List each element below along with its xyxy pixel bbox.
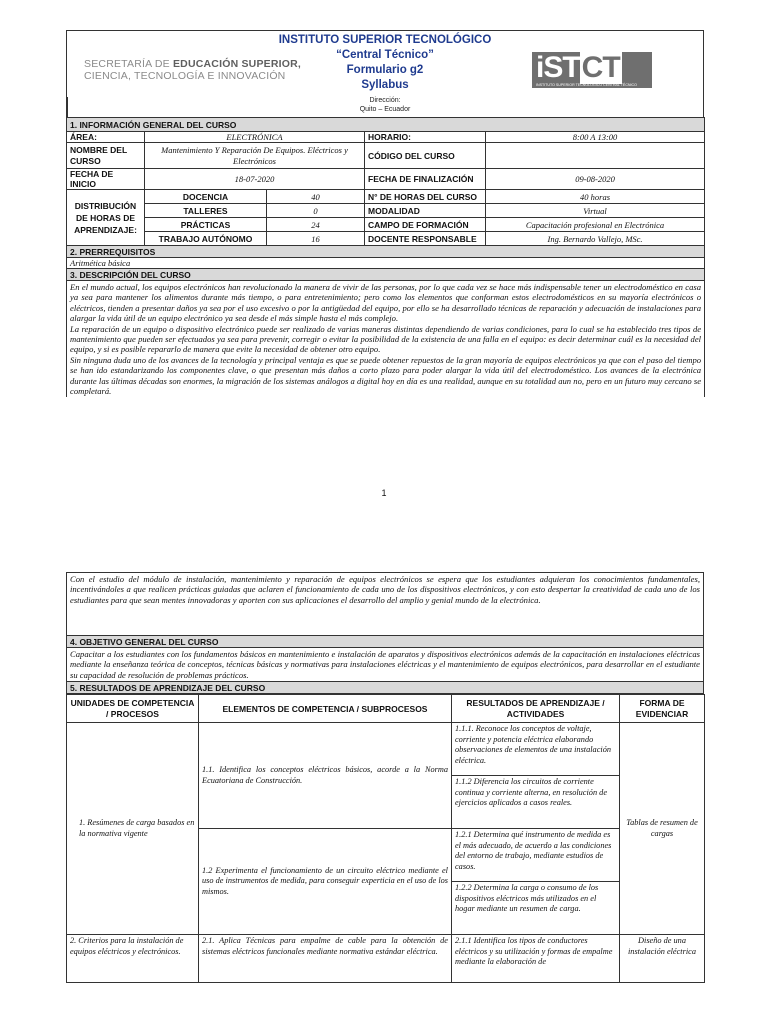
- horas-curso-value: 40 horas: [486, 190, 705, 204]
- descripcion-paragraph-3: Sin ninguna duda uno de los avances de la tecnología y principal ventaja es que se puede obtener repuestos de la gran mayoría de equipos electrónicos ya que con el paso del tiempo se han ido estandarizando los componentes clave, o que presentan más daños a corto plazo para poder alargar la vida útil del electrodoméstico. Los avances de la electrónica durante las últimas décadas son enormes, la migración de los sistemas análogos a digital hoy en día es una realidad, aunque en su totalidad aun no, pero en un futuro muy cercano se completará.: [70, 354, 702, 397]
- codigo-curso-value: [486, 143, 705, 169]
- descripcion-paragraph-4: Con el estudio del módulo de instalación, mantenimiento y reparación de equipos electrónicos se espera que los estudiantes adquieran los conocimientos fundamentales, incentivándoles a que realicen prácticas guiadas que aclaren el funcionamiento de cada uno de los dispositivos electrónicos, y con esto despertar la creatividad de cada uno de los estudiantes para que sean mentes innovadoras y aporten con sus aplicaciones el desarrollo del amplio y genial mundo de la electrónica.: [67, 573, 704, 636]
- docencia-value: 40: [267, 190, 365, 204]
- practicas-label: PRÁCTICAS: [145, 218, 267, 232]
- elemento-1-1: 1.1. Identifica los conceptos eléctricos básicos, acorde a la Norma Ecuatoriana de Construcción.: [199, 723, 452, 829]
- form-name: Formulario g2: [346, 64, 424, 76]
- section-2-title: 2. PRERREQUISITOS: [67, 246, 705, 258]
- fecha-inicio-value: 18-07-2020: [145, 169, 365, 190]
- codigo-curso-label: CÓDIGO DEL CURSO: [365, 143, 486, 169]
- resultado-2-1-1: 2.1.1 Identifica los tipos de conductores eléctricos y su utilización y formas de empalme mediante la elaboración de: [452, 935, 620, 983]
- direccion-value: Quito – Ecuador: [359, 106, 411, 113]
- institution-name: INSTITUTO SUPERIOR TECNOLÓGICO: [278, 34, 492, 46]
- page-number: 1: [381, 488, 387, 498]
- nombre-curso-label: NOMBRE DEL CURSO: [67, 143, 145, 169]
- practicas-value: 24: [267, 218, 365, 232]
- institution-titles: [267, 33, 503, 114]
- resultado-1-1-1: 1.1.1. Reconoce los conceptos de voltaje, corriente y potencia eléctrica elaborando observaciones de elementos de una instalación eléctrica.: [452, 723, 620, 776]
- direccion-label: Dirección:: [369, 97, 401, 104]
- section-4-title: 4. OBJETIVO GENERAL DEL CURSO: [67, 636, 704, 648]
- prerrequisitos-value: Aritmética básica: [67, 258, 705, 269]
- col-header-evidenciar: FORMA DE EVIDENCIAR: [620, 695, 705, 723]
- document-page-2: [66, 572, 704, 1024]
- institution-subname: “Central Técnico”: [336, 49, 434, 61]
- campo-formacion-label: CAMPO DE FORMACIÓN: [365, 218, 486, 232]
- horario-value: 8:00 A 13:00: [486, 132, 705, 143]
- modalidad-label: MODALIDAD: [365, 204, 486, 218]
- fecha-fin-value: 09-08-2020: [486, 169, 705, 190]
- resultado-1-1-2: 1.1.2 Diferencia los circuitos de corriente continua y corriente alterna, en resolución de ejercicios aplicados a casos reales.: [452, 776, 620, 829]
- objetivo-general-value: Capacitar a los estudiantes con los fundamentos básicos en mantenimiento e instalación de aparatos y dispositivos electrónicos además de la capacitación en instalaciones eléctricas mediante la enseñanza teórica de conceptos, técnicas básicas y normativas para instalaciones eléctricas y el mantenimiento de equipos electrónicos, para desarrollar en el estudiante su capacidad de resolución de problemas prácticos.: [67, 648, 704, 682]
- unidad-2: 2. Criterios para la instalación de equipos eléctricos y electrónicos.: [67, 935, 199, 983]
- trabajo-autonomo-label: TRABAJO AUTÓNOMO: [145, 232, 267, 246]
- docente-value: Ing. Bernardo Vallejo, MSc.: [486, 232, 705, 246]
- course-description-continued: [66, 572, 704, 694]
- col-header-resultados: RESULTADOS DE APRENDIZAJE / ACTIVIDADES: [452, 695, 620, 723]
- learning-outcomes-table: [66, 694, 705, 983]
- section-5-title: 5. RESULTADOS DE APRENDIZAJE DEL CURSO: [67, 682, 704, 694]
- talleres-value: 0: [267, 204, 365, 218]
- horas-curso-label: N° DE HORAS DEL CURSO: [365, 190, 486, 204]
- nombre-curso-value: Mantenimiento Y Reparación De Equipos. Eléctricos y Electrónicos: [145, 143, 365, 169]
- fecha-inicio-label: FECHA DE INICIO: [67, 169, 145, 190]
- secretaria-logo-text: SECRETARÍA DE EDUCACIÓN SUPERIOR, CIENCIA, TECNOLOGÍA E INNOVACIÓN: [84, 58, 302, 82]
- section-1-title: 1. INFORMACIÓN GENERAL DEL CURSO: [67, 118, 705, 132]
- trabajo-autonomo-value: 16: [267, 232, 365, 246]
- distribucion-label: DISTRIBUCIÓN DE HORAS DE APRENDIZAJE:: [67, 190, 145, 246]
- elemento-1-2: 1.2 Experimenta el funcionamiento de un circuito eléctrico mediante el uso de instrumentos de medida, para conseguir experticia en el uso de los mismos.: [199, 829, 452, 935]
- fecha-fin-label: FECHA DE FINALIZACIÓN: [365, 169, 486, 190]
- section-3-title: 3. DESCRIPCIÓN DEL CURSO: [67, 269, 705, 281]
- col-header-elementos: ELEMENTOS DE COMPETENCIA / SUBPROCESOS: [199, 695, 452, 723]
- col-header-unidades: UNIDADES DE COMPETENCIA / PROCESOS: [67, 695, 199, 723]
- docencia-label: DOCENCIA: [145, 190, 267, 204]
- docente-label: DOCENTE RESPONSABLE: [365, 232, 486, 246]
- resultado-1-2-1: 1.2.1 Determina qué instrumento de medida es el más adecuado, de acuerdo a las condiciones del entorno de trabajo, mediante estudios de casos.: [452, 829, 620, 882]
- descripcion-curso-part1: [67, 281, 705, 398]
- area-label: ÁREA:: [67, 132, 145, 143]
- campo-formacion-value: Capacitación profesional en Electrónica: [486, 218, 705, 232]
- course-info-table: [66, 117, 705, 397]
- descripcion-paragraph-2: La reparación de un equipo o dispositivo electrónico puede ser realizado de varias maneras distintas dependiendo de varias condiciones, para lo cual se ha establecido tres tipos de mantenimiento que pueden ser efectuados ya sea para prevenir, corregir o evitar la posibilidad de la existencia de una falla en el equipo: es decir determinar cuál es la necesidad del equipo, y si es posible repararlo de manera que evite la necesidad de obtener otro equipo.: [70, 323, 702, 355]
- document-header: [66, 30, 704, 117]
- horario-label: HORARIO:: [365, 132, 486, 143]
- descripcion-paragraph-1: En el mundo actual, los equipos electrónicos han revolucionado la manera de vivir de las personas, por lo que cada vez se hace más indispensable tener un electrodoméstico en casa ya sea para mantener los alimentos durante más tiempo, o para entretenimiento; pero como los elementos que conforman estos electrodomésticos en su mayoría electrónicos o eléctricos, tienden a presentar daños ya sea por el uso excesivo o por la antigüedad del equipo, por ello se ha desarrollado técnicas de reparación y adecuación de instalaciones para alargar la vida útil de un equipo electrónico ya sea desde el más simple hasta el más complejo.: [70, 282, 702, 324]
- evidencia-1: Tablas de resumen de cargas: [620, 723, 705, 935]
- resultado-1-2-2: 1.2.2 Determina la carga o consumo de los dispositivos eléctricos más utilizados en el hogar mediante un resumen de carga.: [452, 882, 620, 935]
- area-value: ELECTRÓNICA: [145, 132, 365, 143]
- evidencia-2: Diseño de una instalación eléctrica: [620, 935, 705, 983]
- unidad-1: 1. Resúmenes de carga basados en la normativa vigente: [67, 723, 199, 935]
- document-type: Syllabus: [361, 79, 409, 91]
- istct-logo: iSTCT INSTITUTO SUPERIOR TECNOLÓGICO CENTRAL TÉCNICO: [532, 52, 652, 88]
- document-page-1: [66, 30, 704, 460]
- talleres-label: TALLERES: [145, 204, 267, 218]
- elemento-2-1: 2.1. Aplica Técnicas para empalme de cable para la obtención de sistemas eléctricos funcionales mediante normativa estándar eléctrica.: [199, 935, 452, 983]
- modalidad-value: Virtual: [486, 204, 705, 218]
